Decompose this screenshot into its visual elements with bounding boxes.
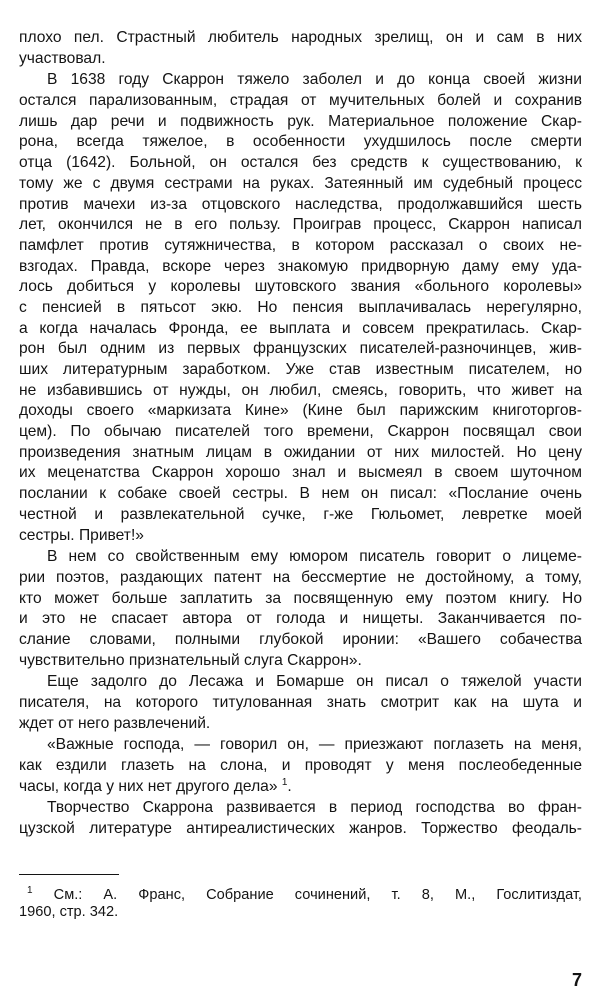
text-line: Творчество Скаррона развивается в период господства во фран-	[47, 799, 582, 817]
text-line: произведения знатным лицам в ожидании от них милостей. Но цену	[19, 443, 582, 461]
text-line: взгодах. Правда, вскоре через знакомую придворную даму ему уда-	[19, 257, 582, 275]
paragraph	[19, 735, 582, 797]
text-line: писателя, на которого титулованная знать смотрит как на шута и	[19, 694, 582, 711]
text-line: Еще задолго до Лесажа и Бомарше он писал о тяжелой участи	[47, 673, 582, 691]
body-text	[19, 28, 582, 841]
text-line: участвовал.	[19, 49, 106, 67]
text-line: честной и развлекательной сучке, г-же Гюльомет, левретке моей	[19, 505, 582, 523]
footnote-reference[interactable]: 1	[281, 776, 288, 788]
text-line: доходы своего «маркизата Кине» (Кине был парижским книготоргов-	[19, 402, 582, 420]
text-line: против мачехи из-за отцовского наследства, продолжавшийся шесть	[19, 195, 582, 213]
footnote	[19, 887, 582, 921]
text-line: рии поэтов, раздающих патент на бессмертие не достойному, а тому,	[19, 568, 582, 586]
text-line: цем). По обычаю писателей того времени, Скаррон посвящал свои	[19, 423, 582, 441]
text-line: остался парализованным, страдая от мучительных болей и сохранив	[19, 92, 582, 110]
text-line: не избавившись от нужды, он любил, смеясь, говорить, что живет на	[19, 381, 582, 399]
text-line: памфлет против сутяжничества, в котором рассказал о своих не-	[19, 236, 582, 254]
text-line: отца (1642). Больной, он остался без средств к существованию, к	[19, 154, 582, 172]
text-line: ших литературным заработком. Уже став известным писателем, но	[19, 361, 582, 378]
text-line: послании к собаке своей сестры. В нем он писал: «Послание очень	[19, 485, 582, 503]
footnote-text: См.: А. Франс, Собрание сочинений, т. 8, М., Гослитиздат,	[53, 887, 582, 903]
text-line	[19, 777, 582, 798]
text-line: плохо пел. Страстный любитель народных зрелищ, он и сам в них	[19, 29, 582, 46]
text-line: слание словами, полными глубокой иронии: «Вашего собачества	[19, 630, 582, 648]
text-line: кто может больше заплатить за посвященную ему поэтом книгу. Но	[19, 589, 582, 607]
text-line: тому же с двумя сестрами на руках. Затеянный им судебный процесс	[19, 174, 582, 192]
text-line: с пенсией в пятьсот экю. Но пенсия выплачивалась нерегулярно,	[19, 298, 582, 316]
paragraph	[19, 547, 582, 671]
text-line: лишь дар речи и подвижность рук. Материальное положение Скар-	[19, 112, 582, 130]
paragraph	[19, 672, 582, 734]
paragraph	[19, 70, 582, 546]
text-line: и это не спасает автора от голода и нищеты. Заканчивается по-	[19, 610, 582, 628]
text-line: лось добиться у королевы шутовского звания «больного королевы»	[19, 278, 582, 296]
text-line: В нем со свойственным ему юмором писатель говорит о лицеме-	[47, 548, 582, 566]
text-line-tail: .	[287, 777, 292, 795]
footnote-line-2: 1960, стр. 342.	[19, 904, 119, 920]
text-line: как ездили глазеть на слона, и проводят у меня послеобеденные	[19, 757, 582, 775]
paragraph	[19, 28, 582, 69]
footnote-divider	[19, 874, 119, 875]
footnote-marker: 1	[27, 885, 33, 897]
text-line: «Важные господа, — говорил он, — приезжают поглазеть на меня,	[47, 736, 582, 754]
text-line: ждет от него развлечений.	[19, 714, 211, 732]
text-line: цузской литературе антиреалистических жанров. Торжество феодаль-	[19, 820, 582, 838]
text-line: чувствительно признательный слуга Скаррон».	[19, 651, 362, 669]
text-line: рон был одним из первых французских писателей-разночинцев, жив-	[19, 340, 582, 358]
text-line: а когда началась Фронда, ее выплата и совсем прекратилась. Скар-	[19, 319, 582, 337]
text-line: сестры. Привет!»	[19, 526, 144, 544]
text-line: рона, всегда тяжелое, в особенности ухудшилось после смерти	[19, 133, 582, 151]
text-line-content: часы, когда у них нет другого дела»	[19, 777, 278, 795]
text-line: их меценатства Скаррон хорошо знал и высмеял в своем шуточном	[19, 464, 582, 482]
paragraph	[19, 798, 582, 839]
page-number: 7	[571, 970, 582, 990]
text-line: В 1638 году Скаррон тяжело заболел и до конца своей жизни	[47, 71, 582, 89]
text-line: лет, окончился не в его пользу. Проиграв процесс, Скаррон написал	[19, 216, 582, 234]
footnote-line-1	[19, 887, 582, 904]
